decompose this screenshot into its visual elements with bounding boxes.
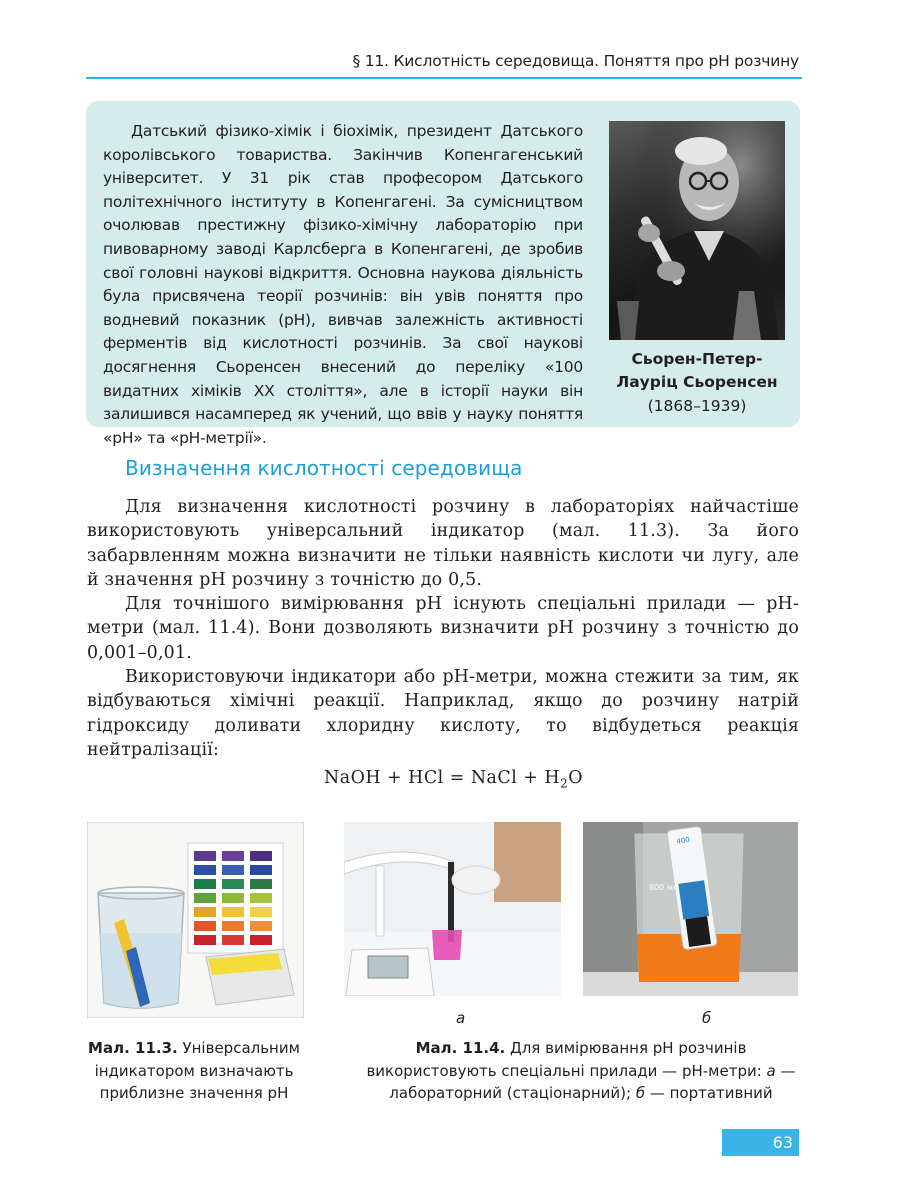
scientist-name-line2: Лауріц Сьоренсен [616, 373, 778, 392]
caption-2-text-1: Для вимірювання pH розчинів використовують спеціальні прилади — pH-метри: [366, 1039, 767, 1080]
paragraph-2: Для точнішого вимірювання pH існують спеціальні прилади — pH-метри (мал. 11.4). Вони дозволяють визначити pH розчину з точністю до 0,001–0,01. [87, 594, 799, 663]
paragraph-1: Для визначення кислотності розчину в лабораторіях найчастіше використовують універсальний індикатор (мал. 11.3). За його забарвленням можна визначити не тільки наявність кислоти чи лугу, але й значення pH розчину з точністю до 0,5. [87, 497, 799, 590]
ph-color-scale [194, 851, 272, 945]
caption-2-a: а [766, 1061, 776, 1080]
indicator-illustration [88, 823, 303, 1017]
caption-2-number: Мал. 11.4. [415, 1039, 506, 1057]
caption-1-number: Мал. 11.3. [88, 1039, 178, 1057]
section-title: Визначення кислотності середовища [125, 456, 523, 480]
beaker-volume-mark: 800 мл [649, 883, 678, 892]
neutralization-equation [0, 768, 907, 790]
header-rule [86, 77, 802, 79]
scientist-name-line1: Сьорен-Петер- [631, 350, 763, 368]
body-text [87, 495, 799, 762]
equation-tail: O [568, 768, 583, 788]
meter-mark: 400 [675, 835, 691, 846]
portrait-caption [600, 348, 794, 418]
portable-ph-meter-illustration [583, 822, 798, 996]
caption-2-text-2: — лабораторний (стаціонарний); [389, 1061, 796, 1103]
running-head: § 11. Кислотність середовища. Поняття про pH розчину [352, 52, 799, 70]
equation-main: NaOH + HCl = NaCl + H [324, 768, 561, 788]
figure-portable-ph-meter [583, 822, 798, 996]
caption-fig-11-3 [86, 1037, 302, 1105]
portrait-photo [609, 121, 785, 340]
figure-label-a: а [456, 1009, 466, 1027]
scientist-years: (1868–1939) [647, 396, 747, 415]
caption-fig-11-4 [362, 1037, 800, 1105]
equation-subscript: 2 [560, 776, 569, 791]
caption-1-text: Універсальним індикатором визначають приблизне значення pH [94, 1039, 300, 1103]
paragraph-3: Використовуючи індикатори або pH-метри, можна стежити за тим, як відбуваються хімічні реакції. Наприклад, якщо до розчину натрій гідроксиду доливати хлоридну кислоту, то відбудеться реакція нейтралізації: [87, 667, 799, 760]
caption-2-text-3: — портативний [645, 1084, 773, 1103]
lab-ph-meter-illustration [344, 822, 561, 996]
figure-universal-indicator [87, 822, 304, 1018]
figure-lab-ph-meter [344, 822, 561, 996]
portrait-illustration [609, 121, 785, 340]
caption-2-b: б [635, 1084, 646, 1103]
page-number-badge [722, 1129, 799, 1156]
page-number: 63 [772, 1133, 793, 1152]
biography-text: Датський фізико-хімік і біохімік, президент Датського королівського товариства. Закінчив Копенгагенський університет. У 31 рік став професором Датського політехнічного інституту в Копенгагені. За сумісництвом очолював престижну фізико-хімічну лабораторію при пивоварному заводі Карлсберга в Копенгагені, де зробив свої головні наукові відкриття. Основна наукова діяльність була присвячена теорії розчинів: він увів поняття про водневий показник (pH), вивчав залежність активності ферментів від кислотності розчинів. За свої наукові досягнення Сьоренсен внесений до переліку «100 видатних хіміків XX століття», але в історії науки він залишився насамперед як учений, що ввів у науку поняття «pH» та «pH-метрії». [103, 122, 583, 447]
figure-label-b: б [702, 1009, 712, 1027]
